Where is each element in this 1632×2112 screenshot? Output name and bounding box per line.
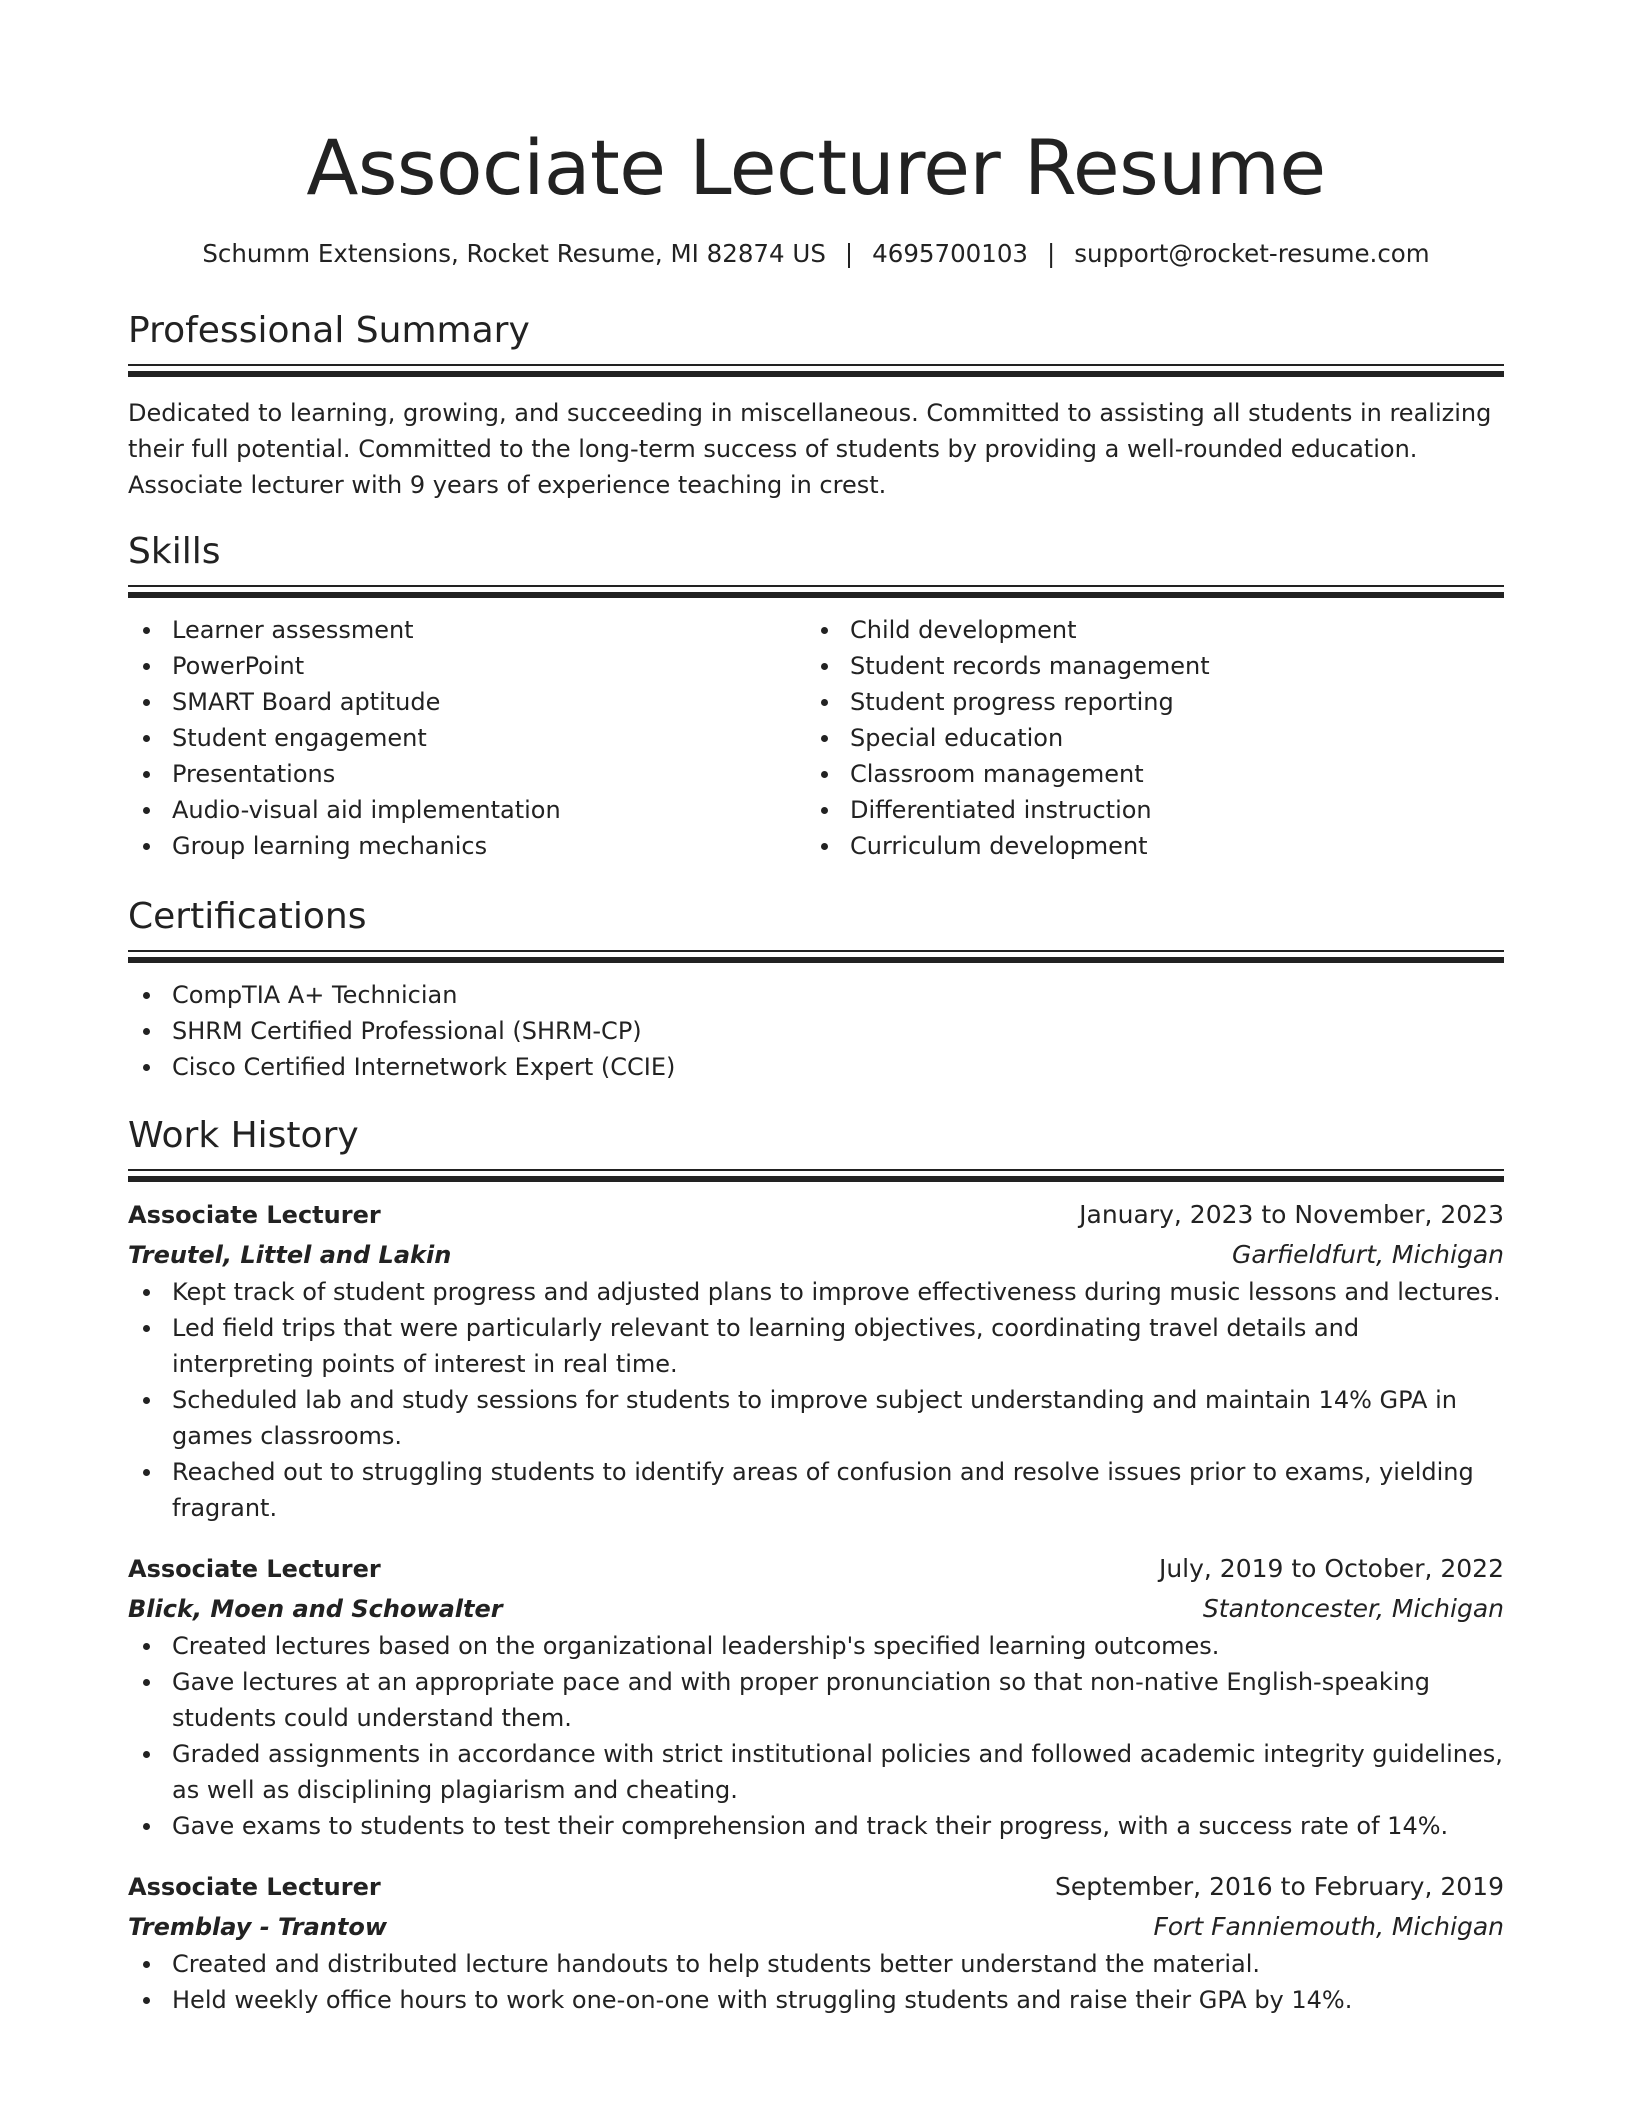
job-title: Associate Lecturer — [128, 1555, 381, 1583]
resume-title: Associate Lecturer Resume — [306, 123, 1326, 212]
skill-item: Group learning mechanics — [172, 828, 806, 864]
job-bullet: Gave exams to students to test their comprehension and track their progress, with a success rate of 14%. — [172, 1808, 1504, 1844]
skill-item: Curriculum development — [850, 828, 1484, 864]
skills-grid — [128, 612, 1504, 864]
section-rule — [128, 585, 1504, 587]
section-rule — [128, 1169, 1504, 1171]
job-bullet: Created lectures based on the organizational leadership's specified learning outcomes. — [172, 1628, 1504, 1664]
job-header — [128, 1196, 1504, 1234]
job-location: Garfieldfurt, Michigan — [1231, 1240, 1504, 1269]
contact-phone: 4695700103 — [872, 239, 1029, 268]
skill-item: Student records management — [850, 648, 1484, 684]
job-dates: July, 2019 to October, 2022 — [1158, 1554, 1504, 1583]
skill-item: Classroom management — [850, 756, 1484, 792]
certification-item: Cisco Certified Internetwork Expert (CCIE) — [172, 1049, 1504, 1085]
job-subheader — [128, 1908, 1504, 1946]
skill-item: Special education — [850, 720, 1484, 756]
skill-item: PowerPoint — [172, 648, 806, 684]
section-rule — [128, 950, 1504, 952]
section-rule — [128, 592, 1504, 598]
skill-item: Differentiated instruction — [850, 792, 1484, 828]
contact-address: Schumm Extensions, Rocket Resume, MI 82874 US — [202, 239, 826, 268]
section-heading-skills: Skills — [128, 531, 221, 572]
job-location: Fort Fanniemouth, Michigan — [1153, 1912, 1504, 1941]
section-rule — [128, 371, 1504, 377]
job-entry — [128, 1550, 1504, 1844]
job-bullet: Created and distributed lecture handouts to help students better understand the material. — [172, 1946, 1504, 1982]
section-rule — [128, 364, 1504, 366]
skill-item: Learner assessment — [172, 612, 806, 648]
skill-item: Child development — [850, 612, 1484, 648]
job-bullet: Reached out to struggling students to identify areas of confusion and resolve issues prior to exams, yielding fragrant. — [172, 1454, 1504, 1526]
summary-section — [128, 308, 1504, 503]
section-rule — [128, 957, 1504, 963]
job-company: Blick, Moen and Schowalter — [128, 1595, 503, 1623]
job-dates: September, 2016 to February, 2019 — [1055, 1872, 1504, 1901]
skill-item: Student engagement — [172, 720, 806, 756]
job-bullet: Graded assignments in accordance with strict institutional policies and followed academic integrity guidelines, as well as disciplining plagiarism and cheating. — [172, 1736, 1504, 1808]
skills-list-left — [128, 612, 806, 864]
certifications-section — [128, 894, 1504, 1085]
contact-line — [128, 238, 1504, 270]
contact-email: support@rocket-resume.com — [1074, 239, 1430, 268]
job-header — [128, 1868, 1504, 1906]
resume-page — [128, 0, 1504, 2018]
job-entry — [128, 1196, 1504, 1526]
skills-list-right — [806, 612, 1484, 864]
work-history-section — [128, 1113, 1504, 2018]
job-entry — [128, 1868, 1504, 2018]
skills-section — [128, 529, 1504, 864]
skill-item: SMART Board aptitude — [172, 684, 806, 720]
job-title: Associate Lecturer — [128, 1201, 381, 1229]
section-rule — [128, 1176, 1504, 1182]
job-dates: January, 2023 to November, 2023 — [1079, 1200, 1504, 1229]
job-header — [128, 1550, 1504, 1588]
job-bullet: Gave lectures at an appropriate pace and with proper pronunciation so that non-native English-speaking students could understand them. — [172, 1664, 1504, 1736]
job-location: Stantoncester, Michigan — [1202, 1594, 1504, 1623]
contact-separator: | — [844, 239, 854, 268]
certification-item: CompTIA A+ Technician — [172, 977, 1504, 1013]
job-company: Treutel, Littel and Lakin — [128, 1241, 452, 1269]
job-bullet: Kept track of student progress and adjusted plans to improve effectiveness during music lessons and lectures. — [172, 1274, 1504, 1310]
skill-item: Student progress reporting — [850, 684, 1484, 720]
skill-item: Presentations — [172, 756, 806, 792]
job-bullets — [128, 1946, 1504, 2018]
job-subheader — [128, 1590, 1504, 1628]
job-bullets — [128, 1274, 1504, 1526]
skill-item: Audio-visual aid implementation — [172, 792, 806, 828]
job-company: Tremblay - Trantow — [128, 1913, 388, 1941]
job-bullets — [128, 1628, 1504, 1844]
contact-separator: | — [1047, 239, 1056, 268]
summary-text: Dedicated to learning, growing, and succeeding in miscellaneous. Committed to assisting all students in realizing their full potential. Committed to the long-term success of students by providing a well-rounded education. Associate lecturer with 9 years of experience teaching in crest. — [128, 399, 1492, 499]
certification-item: SHRM Certified Professional (SHRM-CP) — [172, 1013, 1504, 1049]
certifications-list — [128, 977, 1504, 1085]
section-heading-certifications: Certifications — [128, 896, 367, 937]
skills-column-left — [128, 612, 806, 864]
skills-column-right — [806, 612, 1484, 864]
section-heading-summary: Professional Summary — [128, 310, 530, 351]
job-bullet: Held weekly office hours to work one-on-one with struggling students and raise their GPA by 14%. — [172, 1982, 1504, 2018]
job-bullet: Led field trips that were particularly relevant to learning objectives, coordinating travel details and interpreting points of interest in real time. — [172, 1310, 1504, 1382]
job-title: Associate Lecturer — [128, 1873, 381, 1901]
job-subheader — [128, 1236, 1504, 1274]
section-heading-work-history: Work History — [128, 1115, 359, 1156]
job-bullet: Scheduled lab and study sessions for students to improve subject understanding and maintain 14% GPA in games classrooms. — [172, 1382, 1504, 1454]
